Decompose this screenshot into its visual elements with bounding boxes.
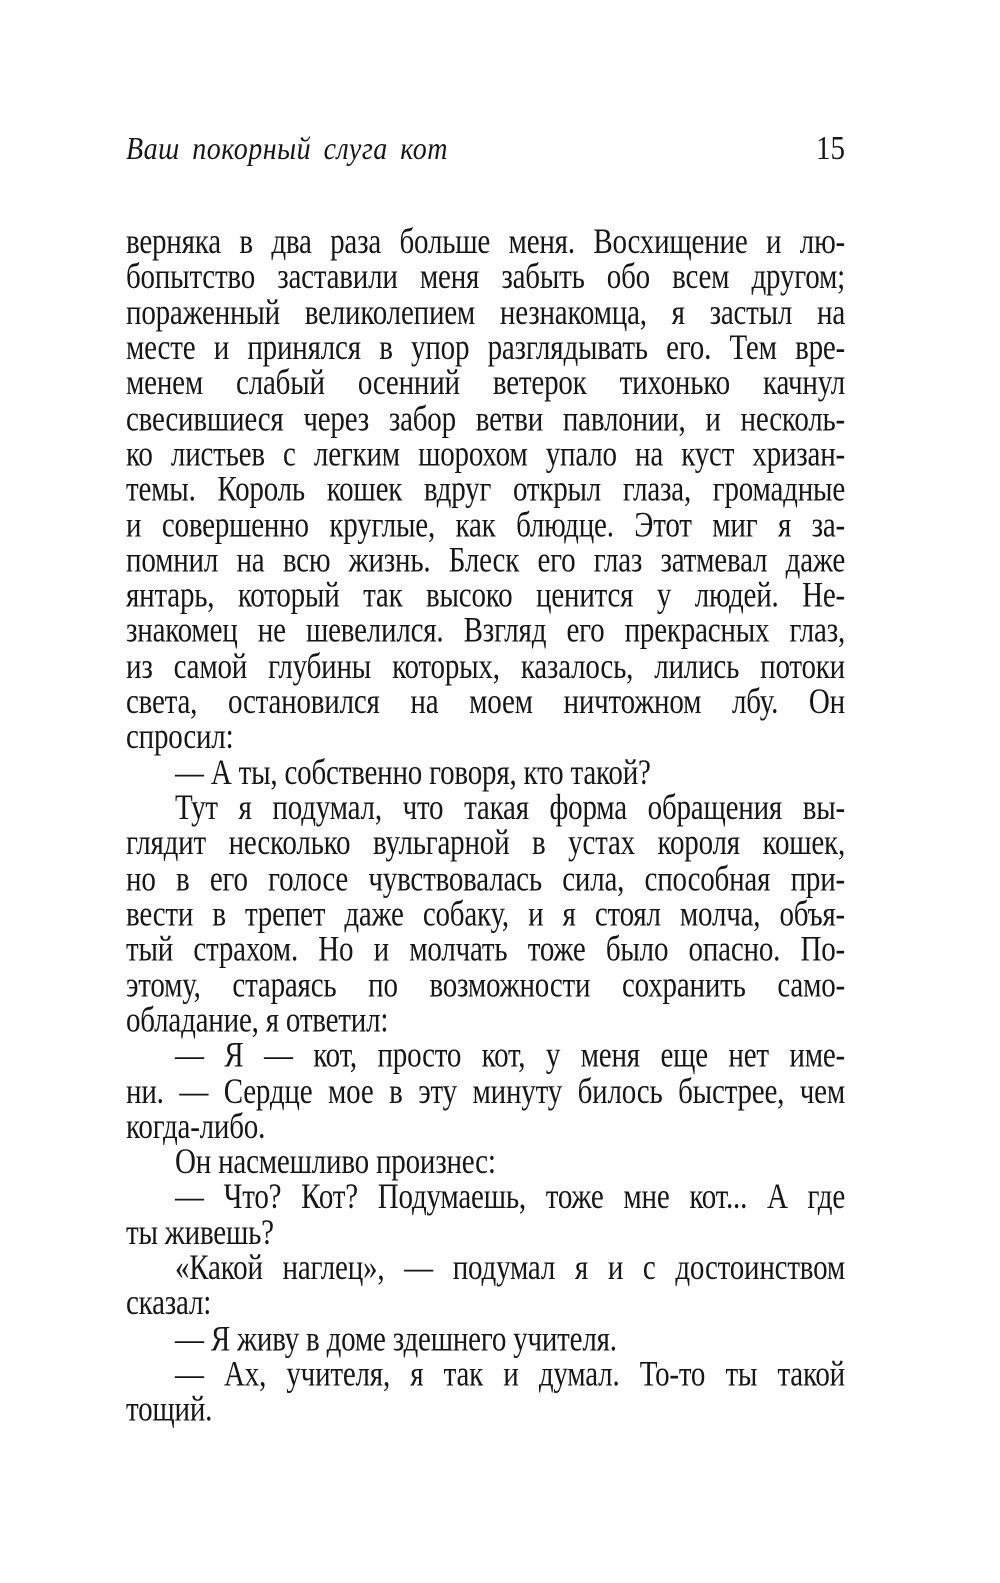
text-line: — Что? Кот? Подумаешь, тоже мне кот... А где: [175, 1177, 845, 1218]
text-line: но в его голосе чувствовалась сила, способная при-: [126, 858, 845, 899]
text-line: из самой глубины которых, казалось, лились потоки: [126, 646, 845, 687]
text-line: вести в трепет даже собаку, и я стоял молча, объя-: [126, 893, 845, 934]
text-line: — Я — кот, просто кот, у меня еще нет име-: [175, 1035, 845, 1076]
text-line: света, остановился на моем ничтожном лбу. Он: [126, 681, 845, 722]
text-line: сказал:: [126, 1283, 212, 1324]
paragraph: [126, 1141, 845, 1182]
running-header: [126, 130, 845, 168]
paragraph: [126, 1354, 845, 1430]
paragraph: [126, 221, 845, 757]
running-title: Ваш покорный слуга кот: [126, 131, 448, 167]
paragraph: [126, 752, 845, 793]
paragraph: [126, 1318, 845, 1359]
text-line: глядит несколько вульгарной в устах короля кошек,: [126, 823, 845, 864]
text-line: ни. — Сердце мое в эту минуту билось быстрее, чем: [126, 1070, 845, 1111]
text-line: ты живешь?: [126, 1212, 274, 1253]
paragraph: [126, 1035, 845, 1147]
text-line: этому, стараясь по возможности сохранить само-: [126, 964, 845, 1005]
text-line: — Я живу в доме здешнего учителя.: [175, 1318, 617, 1359]
text-line: менем слабый осенний ветерок тихонько качнул: [126, 363, 845, 404]
text-line: — А ты, собственно говоря, кто такой?: [175, 752, 651, 793]
text-line: когда-либо.: [126, 1106, 266, 1147]
text-line: спросил:: [126, 716, 234, 757]
text-line: месте и принялся в упор разглядывать его. Тем вре-: [126, 327, 845, 368]
text-line: янтарь, который так высоко ценится у людей. Не-: [126, 575, 845, 616]
paragraph: [126, 787, 845, 1041]
text-line: — Ах, учителя, я так и думал. То-то ты такой: [175, 1354, 845, 1394]
text-line: обладание, я ответил:: [126, 1000, 389, 1041]
text-line: бопытство заставили меня забыть обо всем другом;: [126, 256, 845, 297]
text-line: тощий.: [126, 1389, 213, 1430]
text-line: пораженный великолепием незнакомца, я застыл на: [126, 292, 845, 333]
text-line: тый страхом. Но и молчать тоже было опасно. По-: [126, 929, 845, 970]
text-line: знакомец не шевелился. Взгляд его прекрасных глаз,: [126, 610, 845, 651]
text-line: Он насмешливо произнес:: [175, 1141, 496, 1182]
text-line: ко листьев с легким шорохом упало на куст хризан-: [126, 433, 845, 474]
text-line: верняка в два раза больше меня. Восхищение и лю-: [126, 221, 845, 262]
text-line: помнил на всю жизнь. Блеск его глаз затмевал даже: [126, 540, 845, 581]
text-line: Тут я подумал, что такая форма обращения вы-: [175, 787, 845, 828]
paragraph: [126, 1177, 845, 1253]
page-number: 15: [816, 130, 845, 167]
text-line: темы. Король кошек вдруг открыл глаза, громадные: [126, 469, 845, 510]
text-line: и совершенно круглые, как блюдце. Этот миг я за-: [126, 504, 845, 545]
page-body: [126, 221, 845, 1430]
text-line: «Какой наглец», — подумал я и с достоинством: [175, 1247, 845, 1288]
paragraph: [126, 1247, 845, 1324]
text-line: свесившиеся через забор ветви павлонии, и несколь-: [126, 398, 845, 439]
